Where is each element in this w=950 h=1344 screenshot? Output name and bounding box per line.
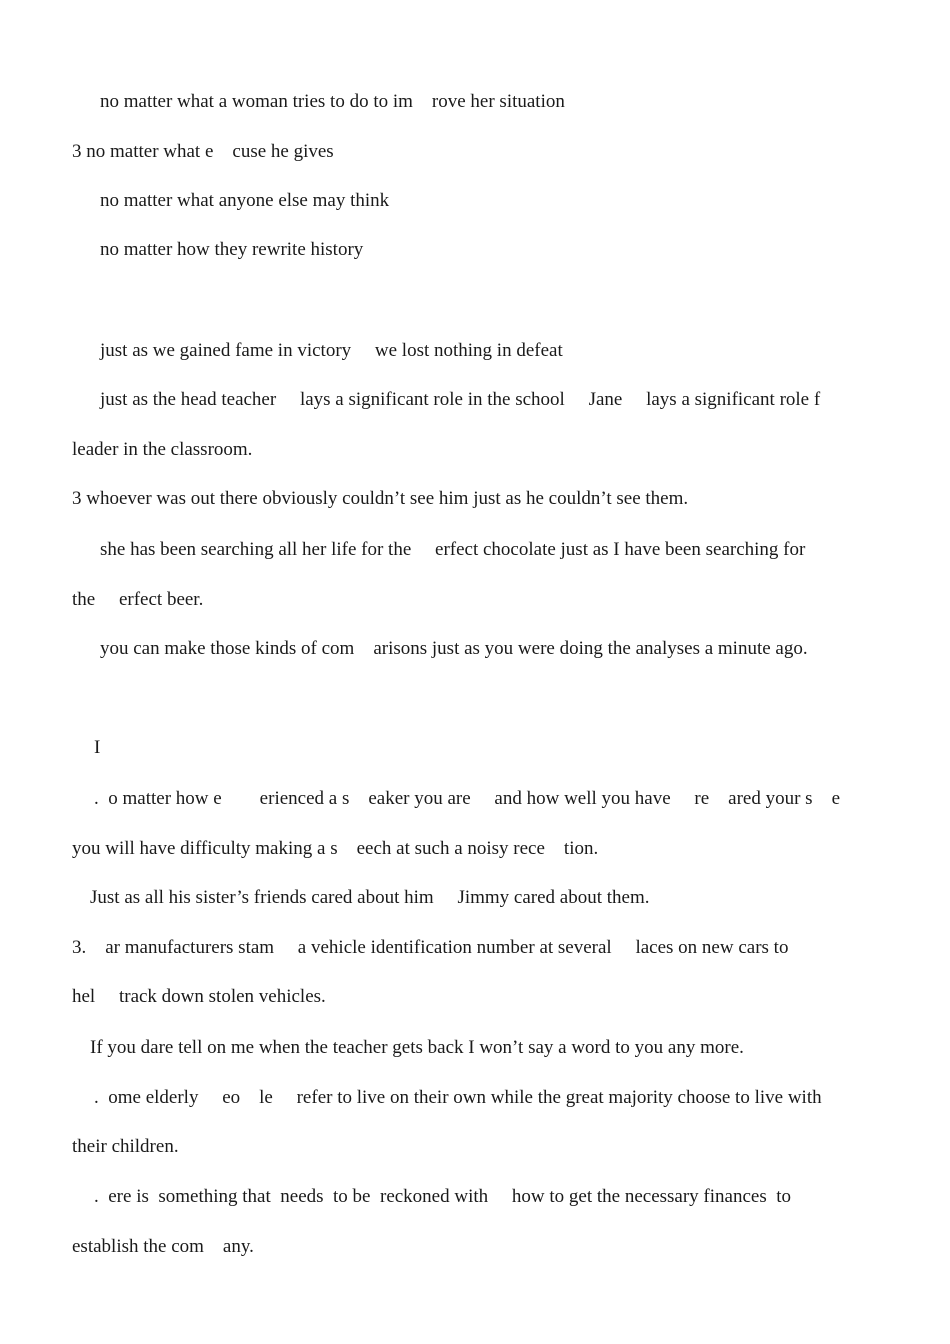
text-line: Just as all his sister’s friends cared about him Jimmy cared about them.	[90, 887, 650, 908]
text-line: If you dare tell on me when the teacher gets back I won’t say a word to you any more.	[90, 1037, 744, 1058]
text-line: 3. ar manufacturers stam a vehicle identification number at several laces on new cars to	[72, 937, 789, 958]
text-line: . o matter how e erienced a s eaker you are and how well you have re ared your s e	[94, 788, 841, 809]
text-line: no matter what a woman tries to do to im rove her situation	[100, 91, 565, 112]
text-line: you can make those kinds of com arisons just as you were doing the analyses a minute ago.	[100, 638, 808, 659]
text-line: their children.	[72, 1136, 179, 1157]
text-line: 3 no matter what e cuse he gives	[72, 141, 334, 162]
text-line: the erfect beer.	[72, 589, 204, 610]
text-line: . ere is something that needs to be reckoned with how to get the necessary finances to	[94, 1186, 791, 1207]
text-line: no matter what anyone else may think	[100, 190, 390, 211]
text-line: she has been searching all her life for the erfect chocolate just as I have been searching for	[100, 539, 806, 560]
text-line: leader in the classroom.	[72, 439, 253, 460]
text-line: just as we gained fame in victory we lost nothing in defeat	[100, 340, 563, 361]
text-line: establish the com any.	[72, 1236, 254, 1257]
text-line: just as the head teacher lays a significant role in the school Jane lays a significant role f	[100, 389, 821, 410]
text-line: no matter how they rewrite history	[100, 239, 364, 260]
section-heading: I	[94, 737, 101, 758]
text-line: . ome elderly eo le refer to live on their own while the great majority choose to live with	[94, 1087, 822, 1108]
text-line: you will have difficulty making a s eech at such a noisy rece tion.	[72, 838, 599, 859]
text-line: 3 whoever was out there obviously couldn’t see him just as he couldn’t see them.	[72, 488, 689, 509]
text-line: hel track down stolen vehicles.	[72, 986, 326, 1007]
